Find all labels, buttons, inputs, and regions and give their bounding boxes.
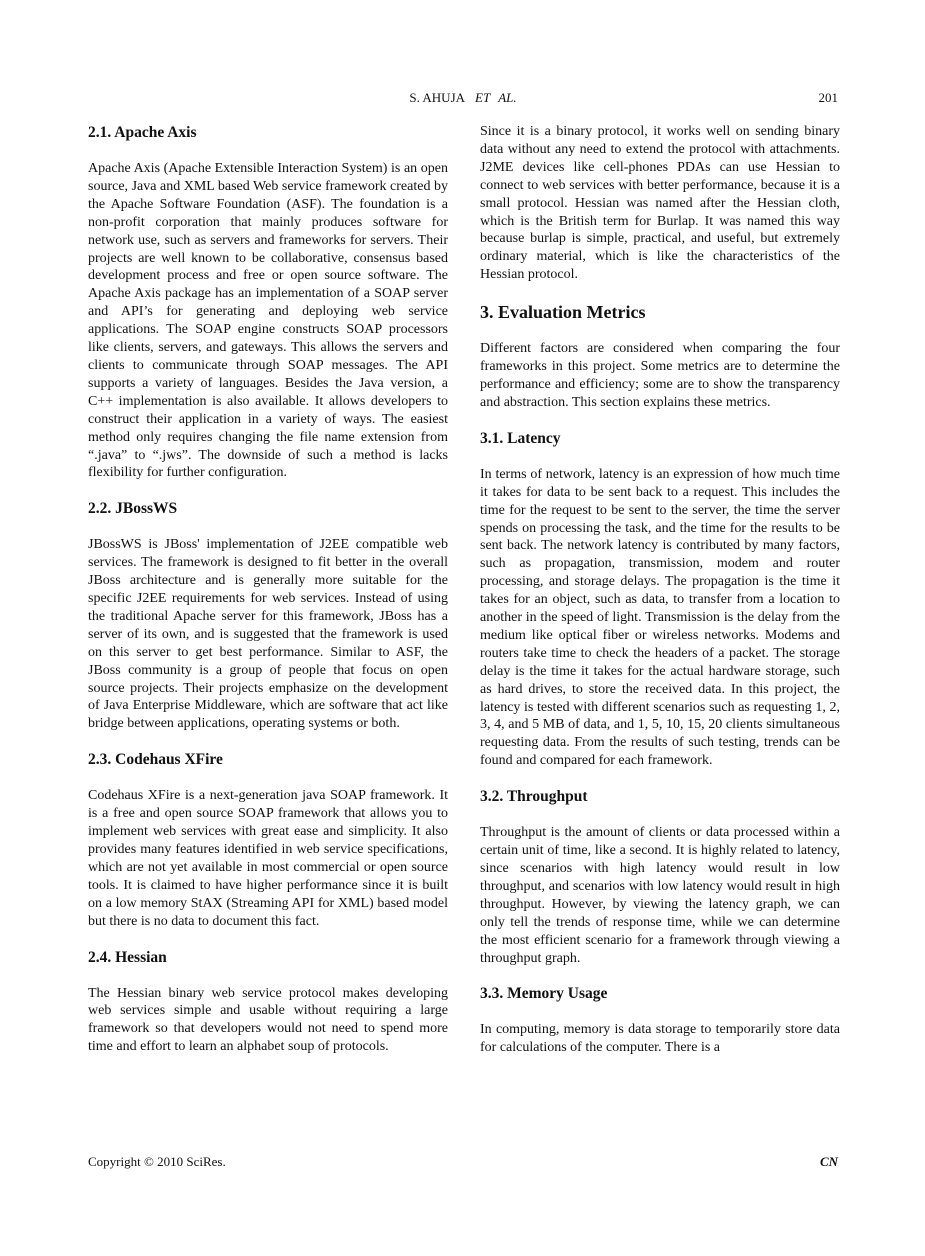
author-et: ET <box>475 90 491 105</box>
section-title-latency: 3.1. Latency <box>480 429 561 447</box>
section-title-memory-usage: 3.3. Memory Usage <box>480 985 608 1003</box>
section-title-throughput: 3.2. Throughput <box>480 788 588 806</box>
paragraph-hessian: The Hessian binary web service protocol makes developing web services simple and usable without requiring a large framework so that developers would not need to spend more time and effort to learn an alphabet soup of protocols. <box>88 985 448 1055</box>
running-head <box>88 89 838 107</box>
author-name: S. AHUJA <box>409 90 466 105</box>
page-number: 201 <box>818 90 838 105</box>
paragraph-jbossws: JBossWS is JBoss' implementation of J2EE compatible web services. The framework is designed to fit better in the overall JBoss architecture and is generally more suitable for the specific J2EE requirements for web services. Instead of using the traditional Apache server for this framework, JBoss has a server of its own, and is suggested that the framework is used on this server to get best performance. Similar to ASF, the JBoss community is a group of people that focus on open source projects. Their projects emphasize on the development of Java Enterprise Middleware, which are software that act like bridge between applications, operating systems or both. <box>88 537 448 732</box>
paragraph-memory-usage: In computing, memory is data storage to temporarily store data for calculations of the computer. There is a <box>480 1022 840 1056</box>
copyright-notice: Copyright © 2010 SciRes. <box>88 1154 226 1169</box>
page-footer <box>88 1153 838 1171</box>
section-title-codehaus-xfire: 2.3. Codehaus XFire <box>88 751 223 769</box>
author-al: AL. <box>498 90 517 105</box>
paragraph-apache-axis: Apache Axis (Apache Extensible Interaction System) is an open source, Java and XML based Web service framework created by the Apache Software Foundation (ASF). The foundation is a non-profit corporation that mainly produces software for network use, such as servers and frameworks for servers. Their projects are well known to be collaborative, consensus based development process and free or open source software. The Apache Axis package has an implementation of a SOAP server and API’s for generating and deploying web service applications. The SOAP engine constructs SOAP processors like clients, servers, and gateways. This allows the servers and clients to communicate through SOAP messages. The API supports a variety of languages. Besides the Java version, a C++ implementation is also available. It allows developers to construct their application in a variety of ways. The easiest method only requires changing the file name extension from “.java” to “.jws”. The downside of such a method is lacks flexibility for further configuration. <box>88 161 448 481</box>
section-title-evaluation-metrics: 3. Evaluation Metrics <box>480 302 646 323</box>
right-column <box>480 123 840 1057</box>
paragraph-hessian-continued: Since it is a binary protocol, it works well on sending binary data without any need to extend the protocol with attachments. J2ME devices like cell-phones PDAs can use Hessian to connect to web services with better performance, because it is a small protocol. Hessian was named after the Hessian cloth, which is the British term for Burlap. It was named this way because burlap is simple, practical, and useful, but extremely ordinary material, which is like the characteristics of the Hessian protocol. <box>480 124 840 283</box>
section-title-apache-axis: 2.1. Apache Axis <box>88 124 197 141</box>
left-column <box>88 123 448 1056</box>
paragraph-codehaus-xfire: Codehaus XFire is a next-generation java SOAP framework. It is a free and open source SOAP framework that allows you to implement web services with great ease and simplicity. It also provides many features identified in web service specifications, which are not yet available in most commercial or open source tools. It is claimed to have higher performance since it is built on a low memory StAX (Streaming API for XML) based model but there is no data to document this fact. <box>88 788 448 929</box>
paragraph-evaluation-metrics: Different factors are considered when comparing the four frameworks in this project. Some metrics are to determine the performance and efficiency; some are to show the transparency and abstraction. This section explains these metrics. <box>480 341 840 410</box>
journal-abbreviation: CN <box>819 1154 838 1169</box>
paragraph-throughput: Throughput is the amount of clients or data processed within a certain unit of time, like a second. It is highly related to latency, since scenarios with high latency would result in low throughput, and scenarios with low latency would result in high throughput. However, by viewing the latency graph, we can only tell the trends of response time, while we can determine the most efficient scenario for a framework through viewing a throughput graph. <box>480 825 840 966</box>
section-title-jbossws: 2.2. JBossWS <box>88 500 178 518</box>
paragraph-latency: In terms of network, latency is an expression of how much time it takes for data to be sent back to a request. This includes the time for the request to be sent to the server, the time the server spends on processing the task, and the time for the results to be sent back. The network latency is contributed by many factors, such as propagation, transmission, modem and router processing, and storage delays. The propagation is the time it takes for an object, such as data, to transfer from a location to another in the speed of light. Transmission is the delay from the medium like optical fiber or wireless networks. Modems and routers take time to check the headers of a packet. The storage delay is the time it takes for the actual hardware storage, such as hard drives, to store the received data. In this project, the latency is tested with different scenarios such as requesting 1, 2, 3, 4, and 5 MB of data, and 1, 5, 10, 15, 20 clients simultaneous requesting data. From the results of such testing, trends can be found and compared for each framework. <box>480 466 840 769</box>
section-title-hessian: 2.4. Hessian <box>88 948 167 966</box>
running-head-authors <box>88 89 838 107</box>
